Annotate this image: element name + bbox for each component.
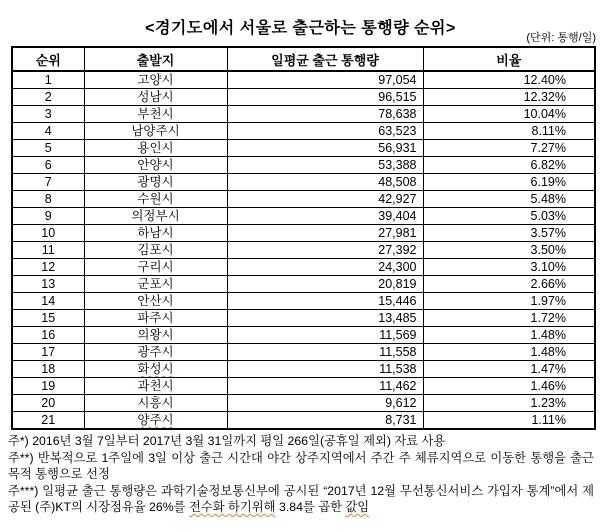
traffic-cell: 63,523 <box>227 123 423 140</box>
origin-cell <box>84 361 227 378</box>
traffic-cell: 27,981 <box>227 225 423 242</box>
rank-cell: 17 <box>12 344 84 361</box>
footnote <box>8 450 594 482</box>
origin-cell: 안산시 <box>84 293 227 310</box>
rank-cell: 5 <box>12 140 84 157</box>
traffic-cell: 56,931 <box>227 140 423 157</box>
ratio-cell: 1.97% <box>423 293 595 310</box>
traffic-cell: 11,558 <box>227 344 423 361</box>
misspelled-text: 전수화 하기위해 <box>188 500 276 514</box>
ratio-cell: 3.50% <box>423 242 595 259</box>
traffic-cell: 96,515 <box>227 89 423 106</box>
footnote-marker: 주*) <box>8 434 33 448</box>
rank-cell: 3 <box>12 106 84 123</box>
footnote-text: 반복적으로 1주일에 3일 이상 출근 시간대 야간 상주지역에서 주간 주 체류지역으로 이동한 통행을 출근 목적 통행으로 선정 <box>8 451 594 481</box>
footnote-text: 3.84를 곱한 <box>275 500 346 514</box>
footnote <box>8 433 594 449</box>
misspelled-text: 값임 <box>345 500 370 514</box>
table-header <box>12 47 595 71</box>
table-row <box>12 140 595 157</box>
table-row <box>12 89 595 106</box>
rank-cell: 11 <box>12 242 84 259</box>
traffic-cell: 42,927 <box>227 191 423 208</box>
table-row <box>12 123 595 140</box>
rank-cell: 20 <box>12 395 84 412</box>
origin-cell: 군포시 <box>84 276 227 293</box>
ratio-cell: 10.04% <box>423 106 595 123</box>
footnote-text: 일평균 출근 통행량은 과학기술정보통신부에 공시된 “2017년 12월 무선통신서비스 가입자 통계”에서 제공된 (주)KT의 시장점유율 26%를 <box>8 484 594 514</box>
rank-cell: 4 <box>12 123 84 140</box>
header-traffic: 일평균 출근 통행량 <box>227 47 423 71</box>
table-row <box>12 378 595 395</box>
origin-cell: 부천시 <box>84 106 227 123</box>
unit-label: (단위: 통행/일) <box>526 32 596 44</box>
table-row <box>12 310 595 327</box>
rank-cell: 2 <box>12 89 84 106</box>
traffic-cell: 9,612 <box>227 395 423 412</box>
header-ratio: 비율 <box>423 47 595 71</box>
footnotes <box>8 433 594 515</box>
ratio-cell: 1.23% <box>423 395 595 412</box>
traffic-cell: 78,638 <box>227 106 423 123</box>
origin-cell: 안양시 <box>84 157 227 174</box>
table-row <box>12 106 595 123</box>
origin-cell: 광명시 <box>84 174 227 191</box>
ratio-cell: 1.11% <box>423 412 595 430</box>
rank-cell: 10 <box>12 225 84 242</box>
origin-cell: 용인시 <box>84 140 227 157</box>
origin-cell: 광주시 <box>84 344 227 361</box>
origin-cell: 남양주시 <box>84 123 227 140</box>
traffic-cell: 27,392 <box>227 242 423 259</box>
ratio-cell: 5.48% <box>423 191 595 208</box>
origin-cell: 김포시 <box>84 242 227 259</box>
footnote-marker: 주***) <box>8 484 43 498</box>
table-row <box>12 191 595 208</box>
ratio-cell: 1.48% <box>423 344 595 361</box>
origin-cell: 시흥시 <box>84 395 227 412</box>
table-row <box>12 412 595 430</box>
rank-cell: 14 <box>12 293 84 310</box>
traffic-cell: 11,538 <box>227 361 423 378</box>
table-row <box>12 225 595 242</box>
traffic-cell: 39,404 <box>227 208 423 225</box>
origin-cell: 파주시 <box>84 310 227 327</box>
origin-cell: 성남시 <box>84 89 227 106</box>
table-header-row <box>12 47 595 71</box>
ratio-cell: 8.11% <box>423 123 595 140</box>
ratio-cell: 3.57% <box>423 225 595 242</box>
table-row <box>12 327 595 344</box>
page-title: <경기도에서 서울로 출근하는 통행량 순위> <box>145 20 456 37</box>
ratio-cell: 5.03% <box>423 208 595 225</box>
rank-cell: 1 <box>12 71 84 89</box>
rank-cell: 6 <box>12 157 84 174</box>
traffic-cell: 53,388 <box>227 157 423 174</box>
origin-cell: 과천시 <box>84 378 227 395</box>
traffic-cell: 48,508 <box>227 174 423 191</box>
rank-cell: 18 <box>12 361 84 378</box>
misspelled-origin-text: 양주시 <box>137 413 174 427</box>
origin-cell: 수원시 <box>84 191 227 208</box>
rank-cell: 16 <box>12 327 84 344</box>
origin-cell: 의정부시 <box>84 208 227 225</box>
origin-cell: 고양시 <box>84 71 227 89</box>
origin-cell: 하남시 <box>84 225 227 242</box>
traffic-cell: 24,300 <box>227 259 423 276</box>
rank-cell: 15 <box>12 310 84 327</box>
report-header <box>0 0 601 46</box>
table-row <box>12 259 595 276</box>
rank-cell: 12 <box>12 259 84 276</box>
ratio-cell: 6.19% <box>423 174 595 191</box>
table-row <box>12 242 595 259</box>
table-row <box>12 344 595 361</box>
rank-cell: 8 <box>12 191 84 208</box>
table-row <box>12 208 595 225</box>
header-rank: 순위 <box>12 47 84 71</box>
traffic-cell: 15,446 <box>227 293 423 310</box>
origin-cell: 구리시 <box>84 259 227 276</box>
rank-cell: 9 <box>12 208 84 225</box>
traffic-cell: 20,819 <box>227 276 423 293</box>
traffic-cell: 97,054 <box>227 71 423 89</box>
misspelled-origin-text: 화성시 <box>137 362 174 376</box>
rank-cell: 21 <box>12 412 84 430</box>
header-origin: 출발지 <box>84 47 227 71</box>
table-row <box>12 395 595 412</box>
table-row <box>12 276 595 293</box>
traffic-cell: 11,462 <box>227 378 423 395</box>
footnote-text: 2016년 3월 7일부터 2017년 3월 31일까지 평일 266일(공휴일 제외) 자료 사용 <box>32 434 446 448</box>
traffic-cell: 8,731 <box>227 412 423 430</box>
rank-cell: 7 <box>12 174 84 191</box>
table-body <box>12 71 595 429</box>
footnote <box>8 483 594 515</box>
ratio-cell: 1.47% <box>423 361 595 378</box>
footnote-marker: 주**) <box>8 451 38 465</box>
ratio-cell: 12.32% <box>423 89 595 106</box>
ratio-cell: 7.27% <box>423 140 595 157</box>
commute-rank-table <box>11 46 596 430</box>
ratio-cell: 1.72% <box>423 310 595 327</box>
table-row <box>12 157 595 174</box>
ratio-cell: 1.46% <box>423 378 595 395</box>
ratio-cell: 6.82% <box>423 157 595 174</box>
ratio-cell: 1.48% <box>423 327 595 344</box>
table-row <box>12 293 595 310</box>
rank-cell: 13 <box>12 276 84 293</box>
table-row <box>12 361 595 378</box>
table-row <box>12 174 595 191</box>
ratio-cell: 12.40% <box>423 71 595 89</box>
traffic-cell: 11,569 <box>227 327 423 344</box>
ratio-cell: 3.10% <box>423 259 595 276</box>
origin-cell <box>84 412 227 430</box>
origin-cell: 의왕시 <box>84 327 227 344</box>
ratio-cell: 2.66% <box>423 276 595 293</box>
rank-cell: 19 <box>12 378 84 395</box>
traffic-cell: 13,485 <box>227 310 423 327</box>
table-row <box>12 71 595 89</box>
